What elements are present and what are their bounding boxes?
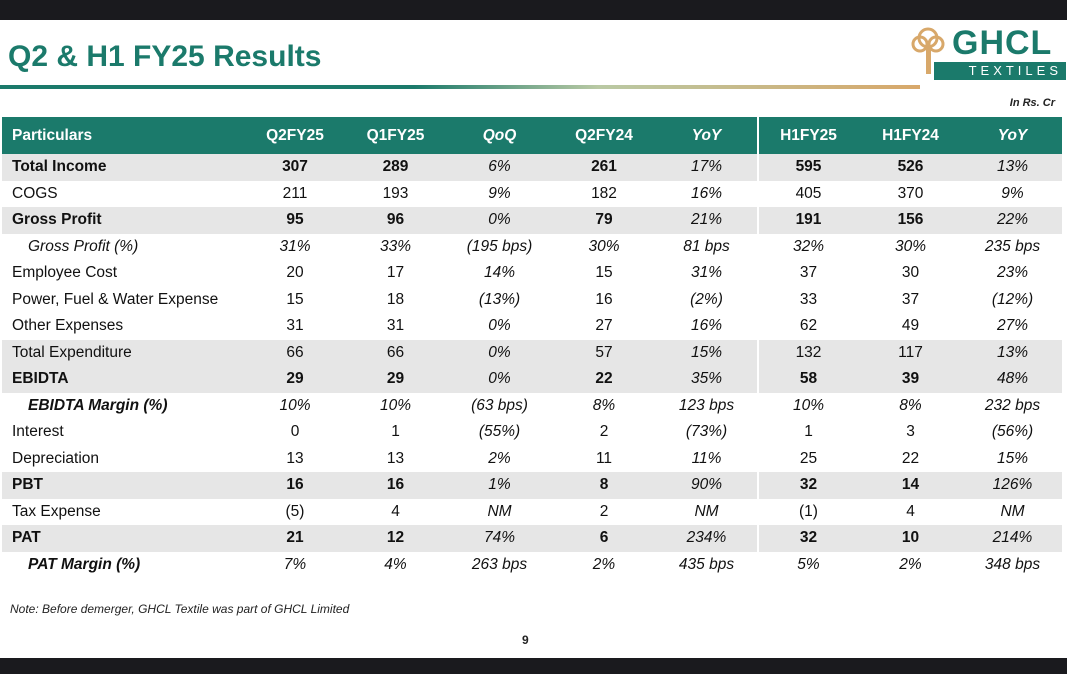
row-label: PAT Margin (%) [28,555,141,573]
table-cell: 10% [758,393,858,420]
table-cell: 22 [552,366,656,393]
table-row [2,393,1062,420]
table-cell: 32 [758,472,858,499]
company-logo [908,24,1066,80]
row-label: PAT [2,525,246,552]
table-cell: 39 [858,366,963,393]
table-cell: 15% [996,449,1029,467]
table-cell: 0% [447,207,552,234]
table-cell: 66 [344,340,447,367]
table-cell: (1) [758,499,858,526]
table-cell: 307 [246,154,344,181]
table-cell: 18 [386,290,405,308]
table-cell: 595 [758,154,858,181]
table-cell: 81 bps [683,237,730,255]
table-cell: 193 [382,184,409,202]
table-cell: 30% [588,237,620,255]
table-cell: 1 [758,419,858,446]
table-cell: 405 [758,181,858,208]
table-cell: 74% [447,525,552,552]
table-cell: 348 bps [984,555,1041,573]
table-cell: 17% [656,154,758,181]
table-cell: 14 [858,472,963,499]
table-cell: 15 [595,264,613,282]
table-cell: 11% [691,449,722,467]
table-cell: 156 [858,207,963,234]
row-label: Total Income [2,154,246,181]
table-cell: NM [1000,502,1025,520]
table-cell: 6% [447,154,552,181]
table-cell: 1 [391,423,400,441]
table-cell: 1% [447,472,552,499]
table-cell: 4 [391,502,400,520]
table-row [2,313,1062,340]
table-cell: 10% [279,396,311,414]
row-label: Gross Profit [2,207,246,234]
header-yoy-half: YoY [963,117,1062,154]
header-h1fy25: H1FY25 [758,117,858,154]
table-row [2,472,1062,499]
table-cell: 0% [447,366,552,393]
table-cell: 37 [901,290,920,308]
header-q1fy25: Q1FY25 [344,117,447,154]
table-cell: (5) [285,502,305,520]
table-cell: 0% [488,317,511,335]
row-label: COGS [12,184,58,202]
table-cell: 16% [690,317,723,335]
table-cell: 9% [488,184,511,202]
table-row [2,260,1062,287]
table-cell: 435 bps [678,555,735,573]
table-cell: 16 [595,290,613,308]
table-cell: 191 [758,207,858,234]
table-cell: 48% [963,366,1062,393]
table-cell: 13% [963,154,1062,181]
table-cell: 17 [386,264,405,282]
row-label: Total Expenditure [2,340,246,367]
table-cell: 370 [897,184,924,202]
table-cell: 117 [858,340,963,367]
table-cell: 261 [552,154,656,181]
row-label: EBIDTA [2,366,246,393]
table-cell: 2% [488,449,511,467]
table-cell: 22 [901,449,920,467]
table-cell: 30 [901,264,920,282]
table-cell: 123 bps [678,396,735,414]
table-cell: 2% [899,555,922,573]
table-cell: NM [694,502,719,520]
row-label: Power, Fuel & Water Expense [12,290,219,308]
page-number: 9 [522,633,529,647]
table-cell: (13%) [478,290,521,308]
table-cell: (2%) [690,290,723,308]
table-cell: 90% [656,472,758,499]
table-cell: 214% [963,525,1062,552]
table-cell: 4% [384,555,407,573]
header-h1fy24: H1FY24 [858,117,963,154]
unit-label: In Rs. Cr [1009,97,1055,109]
table-cell: 25 [758,446,858,473]
table-cell: 2 [599,502,609,520]
table-cell: 8 [552,472,656,499]
table-cell: 234% [656,525,758,552]
table-row [2,525,1062,552]
table-cell: 263 bps [471,555,528,573]
table-cell: 13 [286,449,304,467]
table-cell: (12%) [991,290,1034,308]
table-cell: 182 [591,184,617,202]
table-cell: 235 bps [984,237,1041,255]
table-cell: 13 [386,449,405,467]
table-cell: 8% [899,396,922,414]
table-row [2,234,1062,261]
table-cell: 15% [656,340,758,367]
table-cell: 27% [996,317,1029,335]
table-cell: (55%) [478,423,521,441]
table-cell: 30% [894,237,927,255]
table-cell: 21 [246,525,344,552]
row-label: Gross Profit (%) [28,237,139,255]
table-cell: 22% [963,207,1062,234]
header-yoy-quarter: YoY [656,117,758,154]
logo-subtitle: TEXTILES [934,62,1066,80]
header-particulars: Particulars [2,117,246,154]
table-cell: 29 [246,366,344,393]
row-label: Other Expenses [12,317,124,335]
table-cell: 32 [758,525,858,552]
table-cell: 126% [963,472,1062,499]
table-cell: 6 [552,525,656,552]
table-row [2,287,1062,314]
table-cell: (63 bps) [471,396,528,414]
table-cell: 11 [595,449,613,467]
table-cell: 31 [286,317,304,335]
table-cell: 31% [690,264,723,282]
table-cell: 35% [656,366,758,393]
table-cell: 33% [379,237,412,255]
table-cell: 10 [858,525,963,552]
table-cell: 16 [344,472,447,499]
table-cell: 5% [758,552,858,579]
row-label: Interest [12,423,64,441]
table-cell: 211 [282,184,308,202]
table-cell: 27 [595,317,613,335]
table-cell: 16% [690,184,723,202]
table-header-row [2,117,1062,154]
table-cell: 232 bps [984,396,1041,414]
header-q2fy24: Q2FY24 [552,117,656,154]
table-cell: 32% [758,234,858,261]
table-cell: 33 [758,287,858,314]
table-cell: 4 [906,502,915,520]
table-cell: 66 [246,340,344,367]
table-cell: 10% [379,396,412,414]
table-cell: 37 [758,260,858,287]
table-cell: (73%) [685,423,728,441]
table-cell: 49 [901,317,920,335]
table-cell: 23% [996,264,1029,282]
table-cell: 2 [599,423,609,441]
table-row [2,207,1062,234]
table-cell: 31% [279,237,311,255]
table-row [2,181,1062,208]
table-cell: 15 [286,290,304,308]
table-cell: (56%) [991,423,1034,441]
table-cell: 16 [246,472,344,499]
table-cell: 79 [552,207,656,234]
table-cell: 12 [344,525,447,552]
table-cell: 58 [758,366,858,393]
table-row [2,419,1062,446]
table-cell: 29 [344,366,447,393]
table-cell: 0% [447,340,552,367]
table-cell: 132 [758,340,858,367]
table-cell: 13% [963,340,1062,367]
slide [0,20,1067,658]
table-cell: 0 [290,423,300,441]
table-cell: 3 [906,423,915,441]
logo-wordmark: GHCL [952,24,1053,62]
footnote: Note: Before demerger, GHCL Textile was part of GHCL Limited [10,602,350,616]
table-cell: 57 [552,340,656,367]
table-cell: NM [487,502,512,520]
table-row [2,340,1062,367]
row-label: Depreciation [12,449,100,467]
row-label: Employee Cost [12,264,118,282]
title-underline [0,85,920,89]
table-cell: 2% [592,555,616,573]
page-title: Q2 & H1 FY25 Results [8,40,322,73]
row-label: Tax Expense [12,502,101,520]
table-row [2,552,1062,579]
table-cell: 526 [858,154,963,181]
table-row [2,154,1062,181]
header-qoq: QoQ [447,117,552,154]
row-label: EBIDTA Margin (%) [28,396,168,414]
table-cell: 31 [386,317,405,335]
table-cell: 14% [483,264,516,282]
table-cell: 62 [758,313,858,340]
table-row [2,366,1062,393]
table-cell: 289 [344,154,447,181]
table-cell: (195 bps) [466,237,533,255]
table-row [2,499,1062,526]
table-cell: 20 [286,264,304,282]
table-cell: 9% [1001,184,1024,202]
results-table [2,117,1062,578]
table-cell: 95 [246,207,344,234]
table-row [2,446,1062,473]
row-label: PBT [2,472,246,499]
table-cell: 96 [344,207,447,234]
table-cell: 21% [656,207,758,234]
header-q2fy25: Q2FY25 [246,117,344,154]
table-cell: 7% [283,555,307,573]
table-cell: 8% [592,396,616,414]
